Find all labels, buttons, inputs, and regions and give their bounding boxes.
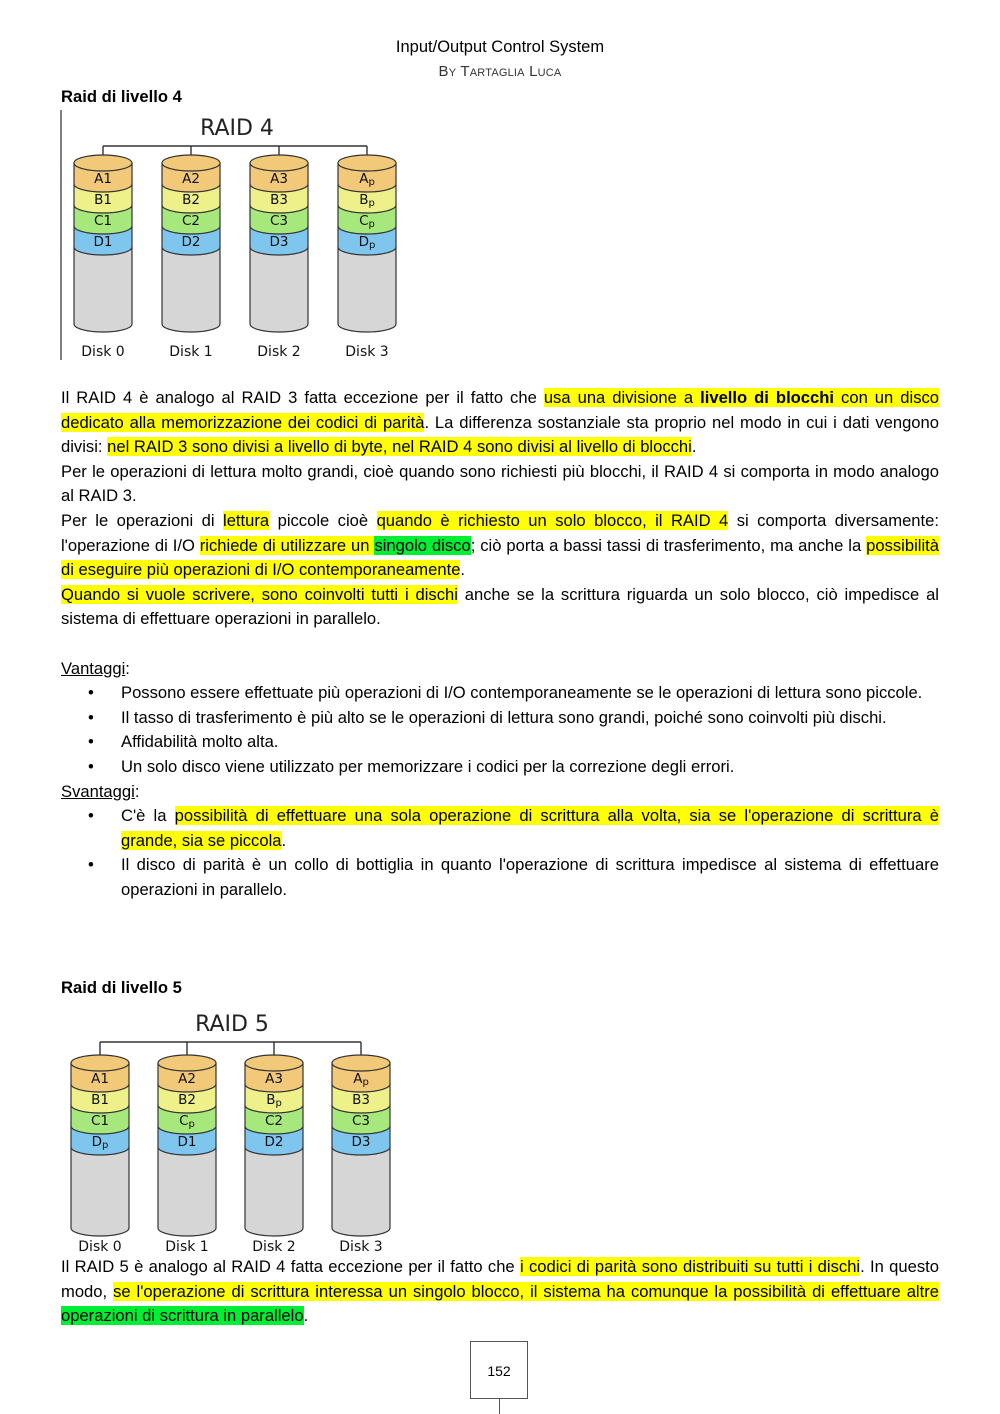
disk-block-label: D3 bbox=[351, 1134, 371, 1150]
disk-cap bbox=[74, 155, 132, 171]
document-header-title: Input/Output Control System bbox=[395, 38, 605, 56]
raid5-diagram bbox=[60, 1006, 405, 1256]
disk-label: Disk 3 bbox=[345, 344, 389, 360]
disk-cap bbox=[158, 1055, 216, 1071]
raid5-paragraph-1: Il RAID 5 è analogo al RAID 4 fatta eccezione per il fatto che i codici di parità sono distribuiti su tutti i dischi. In questo modo, se l'operazione di scrittura interessa un singolo blocco, il sistema ha comunque la possibilità di effettuare altre operazioni di scrittura in parallelo. bbox=[61, 1257, 939, 1326]
disk-cap bbox=[338, 155, 396, 171]
disk-block-label: Dp bbox=[358, 234, 376, 251]
disk-block-label: C3 bbox=[351, 1113, 371, 1129]
page-number-stem bbox=[499, 1399, 500, 1414]
disk-block-label: D3 bbox=[269, 234, 289, 250]
disk-cylinder bbox=[250, 155, 308, 332]
disk-block-label: B3 bbox=[270, 192, 288, 208]
raid5-diagram-title: RAID 5 bbox=[195, 1012, 269, 1037]
disk-cap bbox=[332, 1055, 390, 1071]
disk-label: Disk 1 bbox=[169, 344, 213, 360]
disk-label: Disk 3 bbox=[339, 1239, 383, 1255]
disk-block-label: A3 bbox=[270, 171, 288, 187]
disk-label: Disk 0 bbox=[81, 344, 125, 360]
disk-cylinder bbox=[162, 155, 220, 332]
disk-block-label: B1 bbox=[91, 1092, 109, 1108]
disk-cylinder bbox=[245, 1055, 303, 1236]
disadvantages-label: Svantaggi: bbox=[61, 781, 140, 801]
raid5-heading: Raid di livello 5 bbox=[61, 978, 182, 997]
disadvantages-list bbox=[61, 804, 939, 902]
disk-cylinder bbox=[332, 1055, 390, 1236]
disk-block-label: B2 bbox=[178, 1092, 196, 1108]
disk-block-label: B2 bbox=[182, 192, 200, 208]
document-header-author: By Tartaglia Luca bbox=[438, 63, 562, 80]
disk-cap bbox=[71, 1055, 129, 1071]
disk-block-label: Bp bbox=[266, 1092, 282, 1109]
list-item: • Un solo disco viene utilizzato per memorizzare i codici per la correzione degli errori. bbox=[61, 755, 939, 780]
disk-block-label: C1 bbox=[90, 1113, 110, 1129]
disk-block-label: Bp bbox=[359, 192, 375, 209]
disk-block-label: D1 bbox=[93, 234, 113, 250]
disk-block-label: A1 bbox=[91, 1071, 109, 1087]
raid4-paragraph-1: Il RAID 4 è analogo al RAID 3 fatta eccezione per il fatto che usa una divisione a livello di blocchi con un disco dedicato alla memorizzazione dei codici di parità. La differenza sostanziale sta proprio nel modo in cui i dati vengono divisi: nel RAID 3 sono divisi a livello di byte, nel RAID 4 sono divisi al livello di blocchi. bbox=[61, 388, 940, 457]
disk-block-label: D2 bbox=[181, 234, 201, 250]
disk-cap bbox=[245, 1055, 303, 1071]
disk-block-label: C2 bbox=[181, 213, 201, 229]
advantages-label: Vantaggi: bbox=[61, 658, 130, 678]
raid4-diagram-title: RAID 4 bbox=[200, 116, 274, 141]
disk-label: Disk 2 bbox=[257, 344, 301, 360]
disk-block-label: A2 bbox=[182, 171, 200, 187]
list-item: • Possono essere effettuate più operazioni di I/O contemporaneamente se le operazioni di lettura sono piccole. bbox=[61, 681, 939, 706]
disk-label: Disk 1 bbox=[165, 1239, 209, 1255]
disk-block-label: C3 bbox=[269, 213, 289, 229]
list-item: • Il tasso di trasferimento è più alto se le operazioni di lettura sono grandi, poiché sono coinvolti più dischi. bbox=[61, 706, 939, 731]
disk-label: Disk 0 bbox=[78, 1239, 122, 1255]
page-number: 152 bbox=[470, 1341, 528, 1399]
disk-block-label: Ap bbox=[359, 171, 375, 188]
list-item: • C'è la possibilità di effettuare una sola operazione di scrittura alla volta, sia se l'operazione di scrittura è grande, sia se piccola. bbox=[61, 804, 939, 853]
list-item: • Affidabilità molto alta. bbox=[61, 730, 939, 755]
raid4-heading: Raid di livello 4 bbox=[61, 87, 182, 106]
list-item: • Il disco di parità è un collo di bottiglia in quanto l'operazione di scrittura impedisce al sistema di effettuare operazioni in parallelo. bbox=[61, 853, 939, 902]
disk-block-label: C1 bbox=[93, 213, 113, 229]
disk-block-label: A1 bbox=[94, 171, 112, 187]
disk-cylinder bbox=[71, 1055, 129, 1236]
raid5-body bbox=[61, 1255, 939, 1329]
disk-cylinder bbox=[74, 155, 132, 332]
disk-cylinder bbox=[158, 1055, 216, 1236]
disk-block-label: Ap bbox=[353, 1071, 369, 1088]
disk-block-label: B1 bbox=[94, 192, 112, 208]
disk-block-label: Cp bbox=[179, 1113, 195, 1130]
disk-block-label: B3 bbox=[352, 1092, 370, 1108]
disk-block-label: Dp bbox=[91, 1134, 109, 1151]
advantages-list bbox=[61, 681, 939, 779]
disk-block-label: C2 bbox=[264, 1113, 284, 1129]
disk-block-label: A3 bbox=[265, 1071, 283, 1087]
disk-cylinder bbox=[338, 155, 396, 332]
disk-cap bbox=[250, 155, 308, 171]
disk-cap bbox=[162, 155, 220, 171]
disk-block-label: A2 bbox=[178, 1071, 196, 1087]
raid4-paragraph-2: Per le operazioni di lettura molto grandi, cioè quando sono richiesti più blocchi, il RAID 4 si comporta in modo analogo al RAID 3. bbox=[61, 461, 939, 506]
raid4-body bbox=[61, 386, 939, 902]
raid4-diagram bbox=[60, 110, 405, 365]
disk-block-label: D1 bbox=[177, 1134, 197, 1150]
disk-block-label: D2 bbox=[264, 1134, 284, 1150]
raid4-paragraph-3: Per le operazioni di lettura piccole cioè quando è richiesto un solo blocco, il RAID 4 si comporta diversamente: l'operazione di I/O richiede di utilizzare un singolo disco; ciò porta a bassi tassi di trasferimento, ma anche la possibilità di eseguire più operazioni di I/O contemporaneamente. bbox=[61, 510, 939, 580]
raid4-paragraph-4: Quando si vuole scrivere, sono coinvolti tutti i dischi anche se la scrittura riguarda un solo blocco, ciò impedisce al sistema di effettuare operazioni in parallelo. bbox=[61, 584, 939, 629]
disk-block-label: Cp bbox=[359, 213, 375, 230]
disk-label: Disk 2 bbox=[252, 1239, 296, 1255]
